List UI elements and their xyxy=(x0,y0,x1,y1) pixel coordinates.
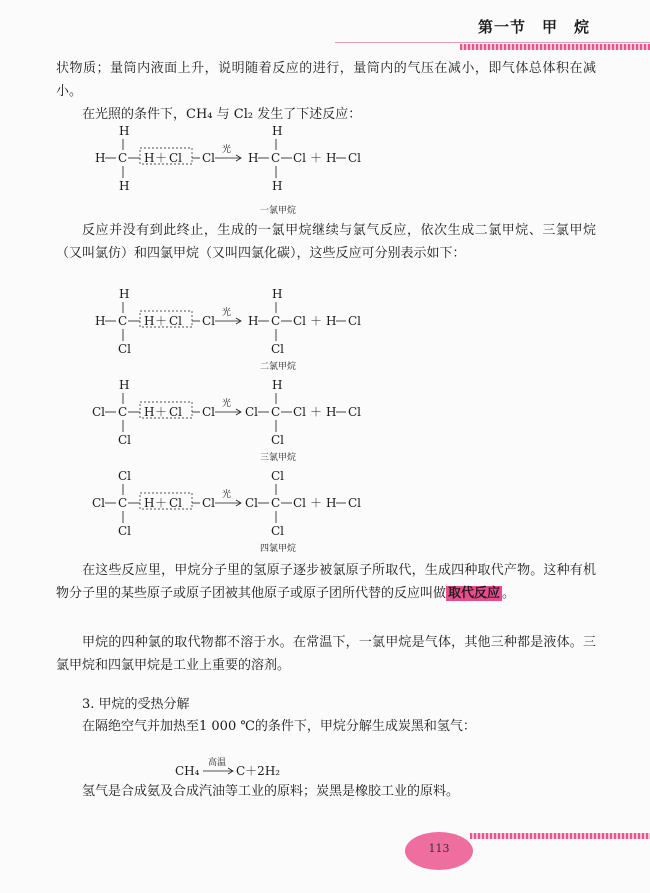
atom-h: H xyxy=(119,124,130,138)
atom-cl: Cl xyxy=(169,496,183,510)
atom-cl: Cl xyxy=(293,405,307,419)
atom-h: H xyxy=(95,314,106,328)
atom-cl: Cl xyxy=(348,496,362,510)
atom-cl: Cl xyxy=(202,496,216,510)
paragraph-2: 在光照的条件下，CH₄ 与 Cl₂ 发生了下述反应： xyxy=(82,107,362,122)
reaction-1 xyxy=(95,124,361,216)
atom-cl: Cl xyxy=(169,314,183,328)
atom-h: H xyxy=(119,378,130,392)
atom-cl: Cl xyxy=(118,342,132,356)
atom-cl: Cl xyxy=(271,524,285,538)
atom-cl: Cl xyxy=(118,433,132,447)
arrow-label-heat: 高温 xyxy=(208,758,227,768)
atom-cl: Cl xyxy=(348,405,362,419)
paragraph-7: 氢气是合成氨及合成汽油等工业的原料；炭黑是橡胶工业的原料。 xyxy=(82,784,460,799)
caption-dichloromethane: 二氯甲烷 xyxy=(260,362,297,372)
atom-cl: Cl xyxy=(118,524,132,538)
section-heading: 3. 甲烷的受热分解 xyxy=(82,697,190,712)
reaction-2 xyxy=(95,287,361,372)
atom-h: H xyxy=(326,496,337,510)
atom-h: H xyxy=(272,179,283,193)
plus-sign: ＋ xyxy=(310,151,323,165)
running-header-title: 第一节 甲 烷 xyxy=(477,18,590,36)
atom-cl: Cl xyxy=(169,151,183,165)
plus-sign: ＋ xyxy=(155,151,168,165)
atom-cl: Cl xyxy=(293,314,307,328)
atom-cl: Cl xyxy=(92,496,106,510)
reaction-3 xyxy=(92,378,361,463)
atom-c: C xyxy=(271,496,281,510)
atom-h: H xyxy=(248,151,259,165)
atom-c: C xyxy=(271,314,281,328)
paragraph-4-text: 在这些反应里，甲烷分子里的氢原子逐步被氯原子所取代，生成四种取代产物。这种有机物分子里的某些原子或原子团被其他原子或原子团所代替的反应叫做 xyxy=(56,563,596,601)
decomposition-products: C＋2H₂ xyxy=(236,764,281,778)
atom-c: C xyxy=(118,314,128,328)
paragraph-1: 状物质；量筒内液面上升，说明随着反应的进行，量筒内的气压在减小，即气体总体积在减小。 xyxy=(56,61,596,99)
plus-sign: ＋ xyxy=(155,314,168,328)
atom-h: H xyxy=(119,179,130,193)
atom-cl: Cl xyxy=(92,405,106,419)
plus-sign: ＋ xyxy=(155,496,168,510)
atom-cl: Cl xyxy=(293,151,307,165)
atom-cl: Cl xyxy=(202,405,216,419)
caption-tetrachloromethane: 四氯甲烷 xyxy=(260,544,297,554)
page-number: 113 xyxy=(428,842,450,855)
arrow-label: 光 xyxy=(222,490,232,500)
atom-h: H xyxy=(144,405,155,419)
atom-c: C xyxy=(118,151,128,165)
atom-h: H xyxy=(144,314,155,328)
plus-sign: ＋ xyxy=(155,405,168,419)
caption-trichloromethane: 三氯甲烷 xyxy=(260,453,297,463)
atom-cl: Cl xyxy=(202,314,216,328)
atom-cl: Cl xyxy=(118,469,132,483)
arrow-label: 光 xyxy=(222,145,232,155)
atom-cl: Cl xyxy=(293,496,307,510)
atom-c: C xyxy=(118,405,128,419)
atom-cl: Cl xyxy=(245,405,259,419)
atom-h: H xyxy=(248,314,259,328)
atom-h: H xyxy=(326,151,337,165)
arrow-label: 光 xyxy=(222,308,232,318)
paragraph-5: 甲烷的四种氯的取代物都不溶于水。在常温下，一氯甲烷是气体，其他三种都是液体。三氯甲烷和四氯甲烷是工业上重要的溶剂。 xyxy=(56,635,596,673)
atom-cl: Cl xyxy=(271,469,285,483)
atom-h: H xyxy=(95,151,106,165)
atom-h: H xyxy=(144,151,155,165)
atom-h: H xyxy=(119,287,130,301)
atom-c: C xyxy=(271,405,281,419)
methane-formula: CH₄ xyxy=(175,764,200,778)
atom-h: H xyxy=(272,378,283,392)
atom-cl: Cl xyxy=(271,342,285,356)
footer-decorative-band xyxy=(470,833,650,839)
decomposition-equation xyxy=(175,756,280,778)
atom-c: C xyxy=(271,151,281,165)
reaction-4 xyxy=(92,469,361,554)
atom-h: H xyxy=(144,496,155,510)
atom-cl: Cl xyxy=(348,314,362,328)
paragraph-4 xyxy=(56,560,596,605)
atom-h: H xyxy=(326,314,337,328)
atom-cl: Cl xyxy=(348,151,362,165)
paragraph-4-end: 。 xyxy=(502,585,516,601)
plus-sign: ＋ xyxy=(310,314,323,328)
atom-cl: Cl xyxy=(245,496,259,510)
caption-chloromethane: 一氯甲烷 xyxy=(260,206,297,216)
atom-h: H xyxy=(272,124,283,138)
highlighted-term: 取代反应 xyxy=(448,585,501,601)
plus-sign: ＋ xyxy=(310,496,323,510)
atom-h: H xyxy=(326,405,337,419)
atom-cl: Cl xyxy=(271,433,285,447)
atom-cl: Cl xyxy=(202,151,216,165)
plus-sign: ＋ xyxy=(310,405,323,419)
arrow-label: 光 xyxy=(222,399,232,409)
paragraph-3: 反应并没有到此终止，生成的一氯甲烷继续与氯气反应，依次生成二氯甲烷、三氯甲烷（又叫氯仿）和四氯甲烷（又叫四氯化碳），这些反应可分别表示如下： xyxy=(56,223,596,261)
paragraph-6: 在隔绝空气并加热至1 000 ℃的条件下，甲烷分解生成炭黑和氢气： xyxy=(82,719,476,734)
atom-h: H xyxy=(272,287,283,301)
atom-c: C xyxy=(118,496,128,510)
atom-cl: Cl xyxy=(169,405,183,419)
